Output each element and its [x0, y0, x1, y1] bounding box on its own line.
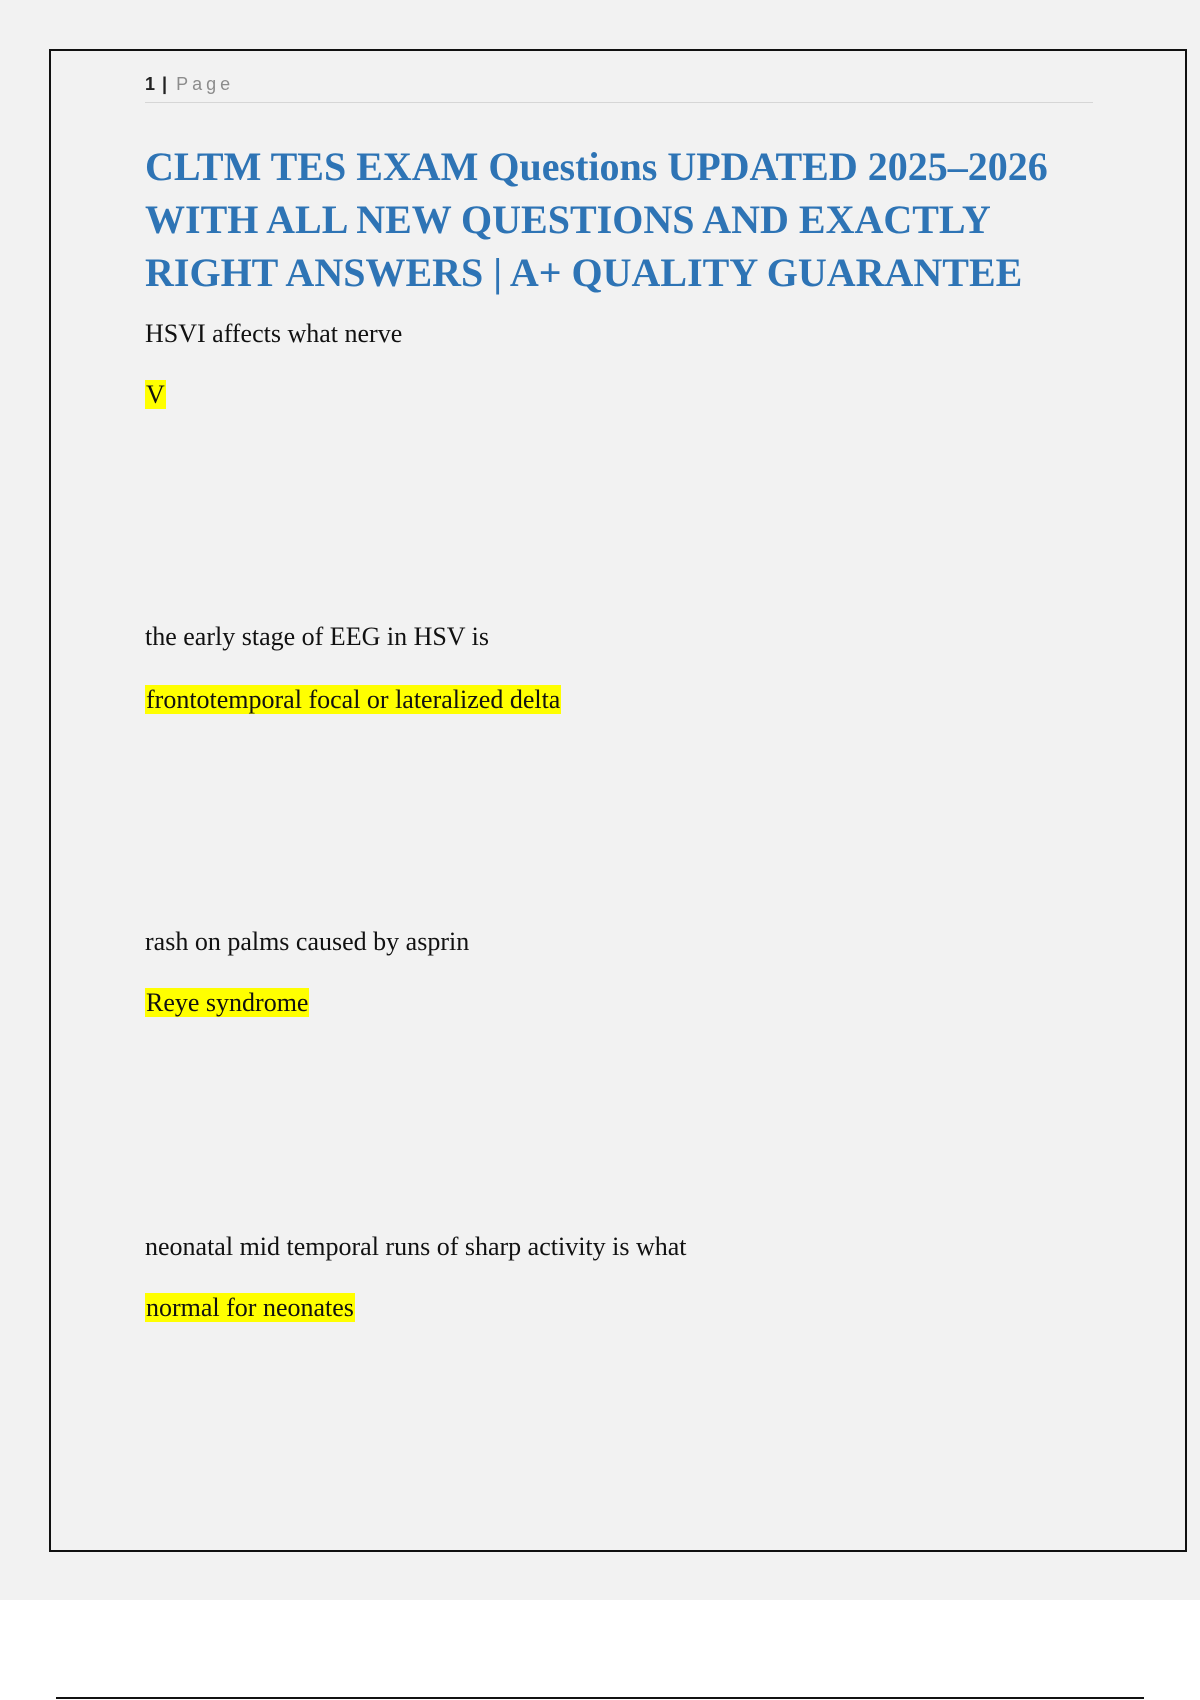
document-title: CLTM TES EXAM Questions UPDATED 2025–2026 WITH ALL NEW QUESTIONS AND EXACTLY RIGHT ANSWERS | A+ QUALITY GUARANTEE [145, 144, 1048, 295]
page-header [145, 70, 1093, 103]
answer-highlight: Reye syndrome [146, 988, 309, 1017]
question-1: HSVI affects what nerve [145, 319, 403, 348]
next-page-rule [56, 1697, 1144, 1699]
answer-highlight: normal for neonates [146, 1293, 354, 1322]
answer-2 [145, 683, 561, 717]
page-separator: | [162, 74, 168, 94]
page-label: Page [176, 74, 235, 94]
answer-4 [145, 1291, 355, 1325]
answer-highlight: frontotemporal focal or lateralized delta [146, 685, 561, 714]
question-3: rash on palms caused by asprin [145, 927, 470, 956]
page-number: 1 [145, 74, 156, 94]
answer-3 [145, 986, 309, 1020]
question-2: the early stage of EEG in HSV is [145, 622, 489, 651]
question-4: neonatal mid temporal runs of sharp activity is what [145, 1232, 687, 1261]
answer-1 [145, 378, 166, 412]
answer-highlight: V [146, 380, 165, 409]
